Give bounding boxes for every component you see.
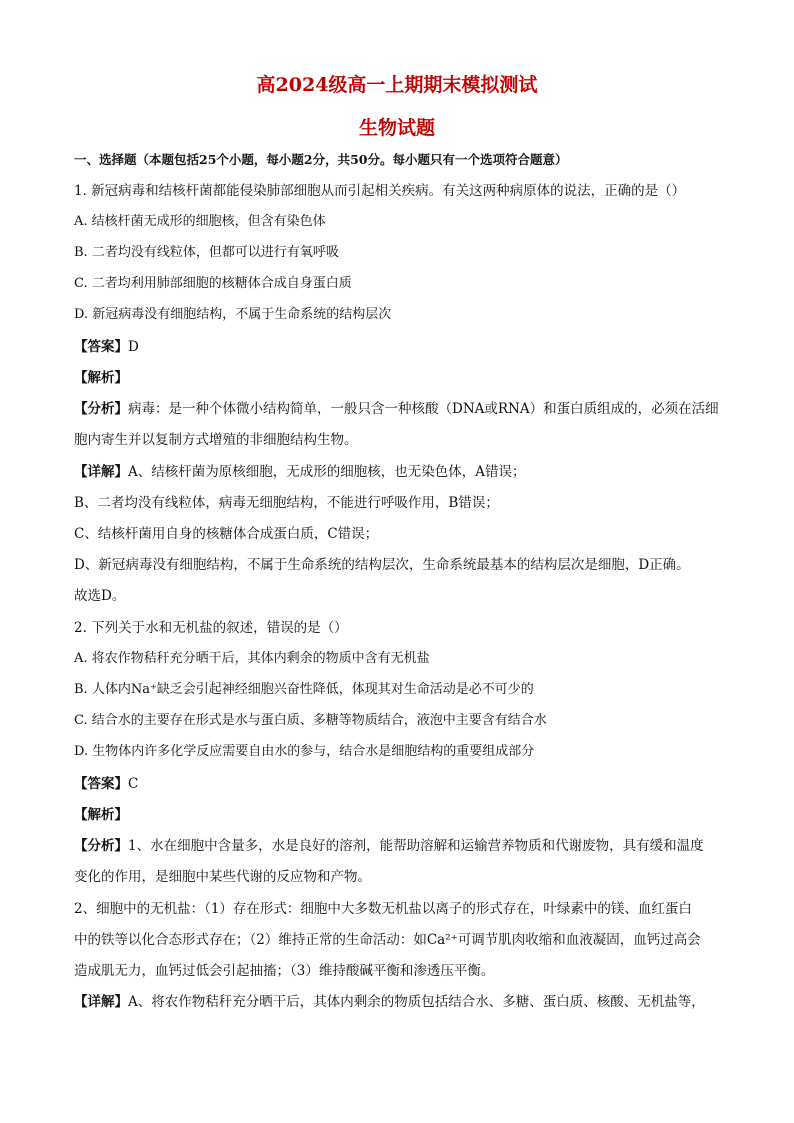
exam-subtitle: 生物试题 <box>358 117 435 139</box>
q1-option-d: D. 新冠病毒没有细胞结构，不属于生命系统的结构层次 <box>74 307 392 322</box>
answer-value: D <box>128 339 139 355</box>
q2-xiangjie-a <box>74 993 734 1011</box>
q2-option-c: C. 结合水的主要存在形式是水与蛋白质、多糖等物质结合，液泡中主要含有结合水 <box>74 713 547 728</box>
q2-stem: 2. 下列关于水和无机盐的叙述，错误的是（） <box>74 620 348 636</box>
q2-fenxi-line5: 造成肌无力，血钙过低会引起抽搐；（3）维持酸碱平衡和渗透压平衡。 <box>74 963 495 979</box>
xiangjie-text: A、结核杆菌为原核细胞，无成形的细胞核，也无染色体，A错误； <box>128 464 526 480</box>
answer-value: C <box>128 776 139 792</box>
q1-conclusion: 故选D。 <box>74 588 126 604</box>
q1-xiangjie-a <box>74 463 734 481</box>
q2-answer <box>74 775 734 793</box>
xiangjie-tag: 【详解】 <box>74 464 128 480</box>
q2-fenxi-line1 <box>74 837 734 855</box>
q1-fenxi-line2: 胞内寄生并以复制方式增殖的非细胞结构生物。 <box>74 432 358 448</box>
q1-xiangjie-b: B、二者均没有线粒体，病毒无细胞结构，不能进行呼吸作用，B错误； <box>74 495 499 511</box>
fenxi-text: 1、水在细胞中含量多，水是良好的溶剂，能帮助溶解和运输营养物质和代谢废物，具有缓和温度 <box>128 838 704 854</box>
fenxi-text: 病毒：是一种个体微小结构简单，一般只含一种核酸（DNA或RNA）和蛋白质组成的，必须在活细 <box>128 401 719 417</box>
answer-tag: 【答案】 <box>74 776 128 792</box>
q1-stem: 1. 新冠病毒和结核杆菌都能侵染肺部细胞从而引起相关疾病。有关这两种病原体的说法，正确的是（） <box>74 183 686 199</box>
q2-fenxi-line4: 中的铁等以化合态形式存在；（2）维持正常的生命活动：如Ca²⁺可调节肌肉收缩和血液凝固，血钙过高会 <box>74 932 701 948</box>
q2-option-d: D. 生物体内许多化学反应需要自由水的参与，结合水是细胞结构的重要组成部分 <box>74 744 535 759</box>
q1-option-b: B. 二者均没有线粒体，但都可以进行有氧呼吸 <box>74 245 339 260</box>
q1-xiangjie-c: C、结核杆菌用自身的核糖体合成蛋白质，C错误； <box>74 526 379 542</box>
xiangjie-tag: 【详解】 <box>74 994 128 1010</box>
fenxi-tag: 【分析】 <box>74 838 128 854</box>
q2-option-a: A. 将农作物秸秆充分晒干后，其体内剩余的物质中含有无机盐 <box>74 651 430 666</box>
q1-xiangjie-d: D、新冠病毒没有细胞结构，不属于生命系统的结构层次，生命系统最基本的结构层次是细胞，D正确。 <box>74 557 690 573</box>
q1-option-c: C. 二者均利用肺部细胞的核糖体合成自身蛋白质 <box>74 276 352 291</box>
xiangjie-text: A、将农作物秸秆充分晒干后，其体内剩余的物质包括结合水、多糖、蛋白质、核酸、无机盐等， <box>128 994 705 1010</box>
q1-analysis-label: 【解析】 <box>74 370 128 386</box>
section-heading: 一、选择题（本题包括25个小题，每小题2分，共50分。每小题只有一个选项符合题意） <box>74 152 568 167</box>
answer-tag: 【答案】 <box>74 339 128 355</box>
q1-option-a: A. 结核杆菌无成形的细胞核，但含有染色体 <box>74 214 326 229</box>
q2-option-b: B. 人体内Na⁺缺乏会引起神经细胞兴奋性降低，体现其对生命活动是必不可少的 <box>74 682 534 697</box>
q2-fenxi-line2: 变化的作用，是细胞中某些代谢的反应物和产物。 <box>74 869 371 885</box>
exam-title: 高2024级高一上期期末模拟测试 <box>256 74 538 96</box>
q1-fenxi-line1 <box>74 400 734 418</box>
fenxi-tag: 【分析】 <box>74 401 128 417</box>
q1-answer <box>74 338 734 356</box>
q2-fenxi-line3: 2、细胞中的无机盐：（1）存在形式：细胞中大多数无机盐以离子的形式存在，叶绿素中的镁、血红蛋白 <box>74 901 692 917</box>
q2-analysis-label: 【解析】 <box>74 807 128 823</box>
